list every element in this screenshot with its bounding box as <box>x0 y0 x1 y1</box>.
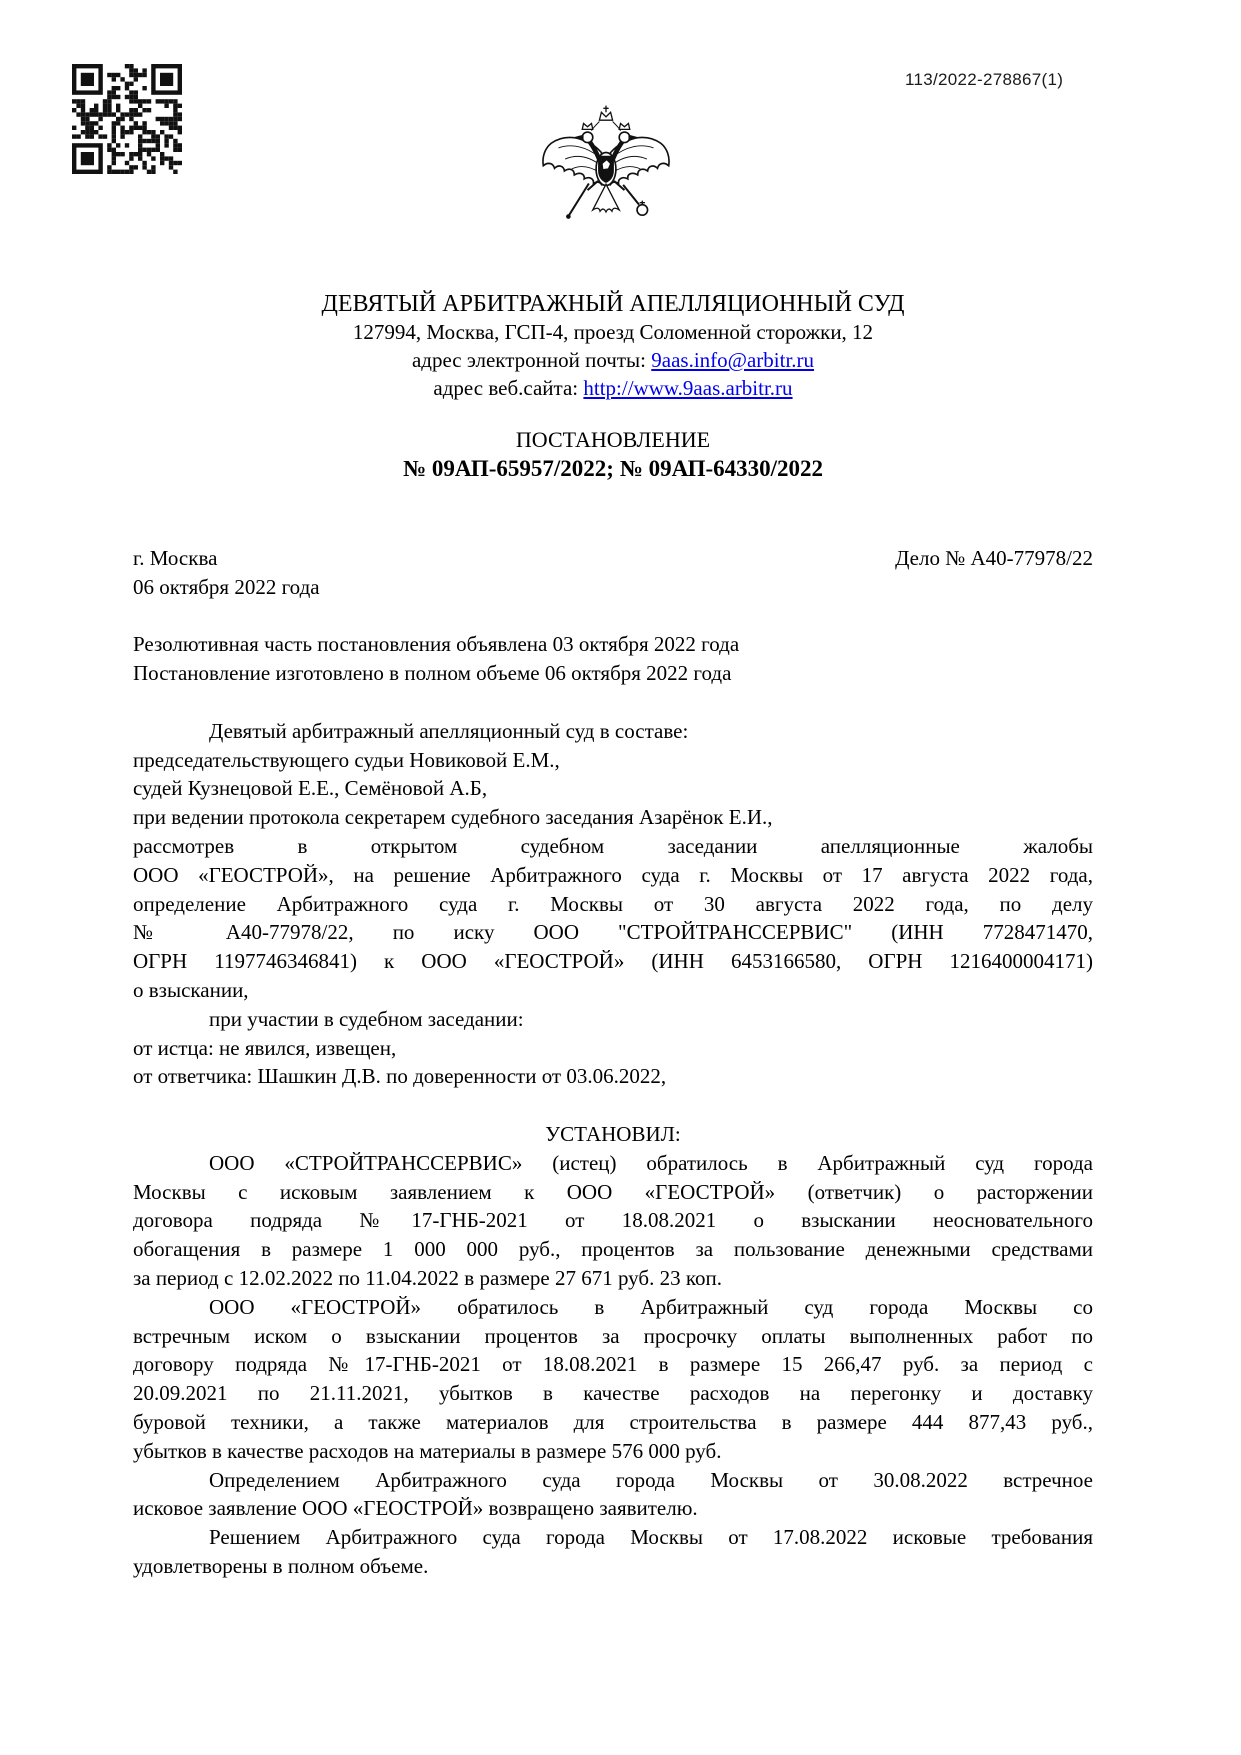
email-label: адрес электронной почты: <box>411 348 652 372</box>
body-line: убытков в качестве расходов на материалы в размере 576 000 руб. <box>133 1438 722 1463</box>
court-name: ДЕВЯТЫЙ АРБИТРАЖНЫЙ АПЕЛЛЯЦИОННЫЙ СУД <box>321 291 905 317</box>
email-link[interactable]: 9aas.info@arbitr.ru <box>651 348 815 372</box>
body-line <box>133 688 1093 717</box>
registration-number: 113/2022-278867(1) <box>905 70 1064 89</box>
body-line <box>133 1091 1093 1120</box>
body-line <box>133 544 1093 573</box>
body-line: договору подряда №17-ГНБ-2021 от 18.08.2021 в размере 15 266,47 руб. за период с <box>133 1352 1093 1377</box>
body-line: за период с 12.02.2022 по 11.04.2022 в размере 27 671 руб. 23 коп. <box>133 1265 722 1290</box>
body-line: ОГРН 1197746346841) к ООО «ГЕОСТРОЙ» (ИНН 6453166580, ОГРН 1216400004171) <box>133 949 1093 974</box>
document-body <box>133 544 1093 1581</box>
body-line: ООО «ГЕОСТРОЙ», на решение Арбитражного суда г. Москвы от 17 августа 2022 года, <box>133 862 1093 887</box>
body-line: судей Кузнецовой Е.Е., Семёновой А.Б, <box>133 776 488 801</box>
body-line: Резолютивная часть постановления объявлена 03 октября 2022 года <box>133 632 740 657</box>
body-line: при ведении протокола секретарем судебного заседания Азарёнок Е.И., <box>133 805 773 830</box>
ruling-heading: ПОСТАНОВЛЕНИЕ <box>515 427 711 452</box>
body-line: от истца: не явился, извещен, <box>133 1035 397 1060</box>
body-line: определение Арбитражного суда г. Москвы от 30 августа 2022 года, по делу <box>133 891 1093 916</box>
body-line: удовлетворены в полном объеме. <box>133 1553 429 1578</box>
body-line: при участии в судебном заседании: <box>209 1006 524 1031</box>
website-label: адрес веб.сайта: <box>433 376 584 400</box>
body-line: председательствующего судьи Новиковой Е.М., <box>133 747 560 772</box>
case-ref-label: Дело № А40-77978/22 <box>895 546 1093 570</box>
body-line: Постановление изготовлено в полном объеме 06 октября 2022 года <box>133 661 732 686</box>
website-link[interactable]: http://www.9aas.arbitr.ru <box>583 376 793 400</box>
body-line: буровой техники, а также материалов для строительства в размере 444 877,43 руб., <box>133 1409 1093 1434</box>
court-email-line <box>133 346 1093 374</box>
body-line <box>133 602 1093 631</box>
court-header <box>133 290 1093 402</box>
body-line: от ответчика: Шашкин Д.В. по доверенности от 03.06.2022, <box>133 1064 667 1089</box>
body-line: ООО «ГЕОСТРОЙ» обратилось в Арбитражный суд города Москвы со <box>209 1294 1093 1319</box>
body-line: УСТАНОВИЛ: <box>545 1121 681 1146</box>
body-line: обогащения в размере 1 000 000 руб., процентов за пользование денежными средствами <box>133 1237 1093 1262</box>
body-line: исковое заявление ООО «ГЕОСТРОЙ» возвращено заявителю. <box>133 1496 698 1521</box>
body-line: Девятый арбитражный апелляционный суд в составе: <box>209 718 689 743</box>
body-line: Определением Арбитражного суда города Москвы от 30.08.2022 встречное <box>209 1467 1093 1492</box>
body-line: договора подряда №17-ГНБ-2021 от 18.08.2021 о взыскании неосновательного <box>133 1208 1093 1233</box>
body-line: ООО «СТРОЙТРАНССЕРВИС» (истец) обратилось в Арбитражный суд города <box>209 1150 1093 1175</box>
court-website-line <box>133 374 1093 402</box>
appeal-case-numbers: № 09АП-65957/2022; № 09АП-64330/2022 <box>402 456 824 481</box>
ruling-title <box>133 425 1093 483</box>
court-address: 127994, Москва, ГСП-4, проезд Соломенной сторожки, 12 <box>352 320 874 344</box>
body-line: Решением Арбитражного суда города Москвы от 17.08.2022 исковые требования <box>209 1525 1093 1550</box>
body-line: рассмотрев в открытом судебном заседании апелляционные жалобы <box>133 833 1093 858</box>
body-line: № А40-77978/22, по иску ООО "СТРОЙТРАНССЕРВИС" (ИНН 7728471470, <box>133 920 1093 945</box>
coat-of-arms-icon <box>540 96 672 242</box>
body-line: Москвы с исковым заявлением к ООО «ГЕОСТРОЙ» (ответчик) о расторжении <box>133 1179 1093 1204</box>
body-line: о взыскании, <box>133 977 249 1002</box>
city-label: г. Москва <box>133 546 218 570</box>
body-line: встречным иском о взыскании процентов за просрочку оплаты выполненных работ по <box>133 1323 1093 1348</box>
qr-code-icon <box>72 64 182 174</box>
body-line: 06 октября 2022 года <box>133 574 320 599</box>
body-line: 20.09.2021 по 21.11.2021, убытков в качестве расходов на перегонку и доставку <box>133 1381 1093 1406</box>
